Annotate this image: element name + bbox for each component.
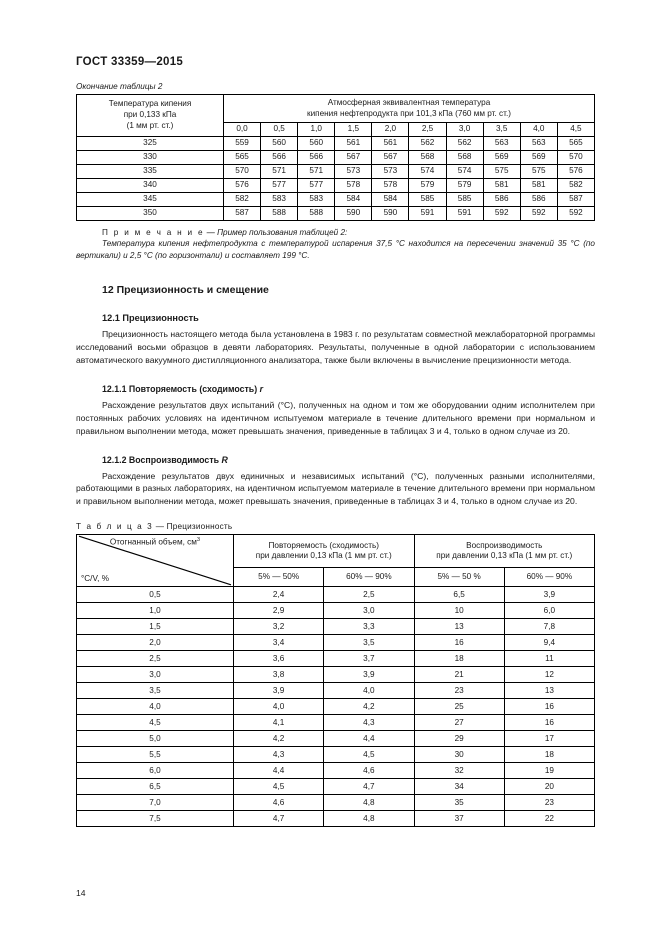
table2-subheader: 0,5	[261, 123, 298, 136]
table3-cell: 10	[414, 603, 504, 619]
table2-cell: 577	[261, 178, 298, 192]
table3-cell: 16	[504, 715, 594, 731]
note-title: — Пример пользования таблицей 2:	[204, 227, 348, 237]
table2-cell: 571	[261, 164, 298, 178]
table3-caption-title: — Прецизионность	[153, 522, 233, 532]
table2-cell: 560	[261, 136, 298, 150]
corner-top-superscript: 3	[196, 537, 201, 544]
table-row	[77, 178, 595, 192]
table3-cell: 4,5	[324, 747, 414, 763]
table3-cell: 7,8	[504, 619, 594, 635]
table2-cell: 578	[335, 178, 372, 192]
table2-header-span	[224, 95, 595, 123]
table2-subheader: 3,0	[446, 123, 483, 136]
table2-cell: 566	[298, 150, 335, 164]
table-row	[77, 779, 595, 795]
table3-corner-top-label	[77, 537, 233, 548]
table2-cell: 565	[557, 136, 594, 150]
table2-cell: 585	[409, 192, 446, 206]
table3-cell: 23	[504, 795, 594, 811]
table2-cell: 561	[372, 136, 409, 150]
table-2-continuation	[76, 94, 595, 221]
table3-cell: 17	[504, 731, 594, 747]
table3-cell: 30	[414, 747, 504, 763]
note-label: П р и м е ч а н и е	[102, 227, 205, 237]
table3-cell: 11	[504, 651, 594, 667]
repeatability-symbol: r	[259, 383, 264, 394]
table2-cell: 568	[409, 150, 446, 164]
table2-cell: 575	[520, 164, 557, 178]
table2-cell: 584	[335, 192, 372, 206]
table3-cell: 22	[504, 811, 594, 827]
table2-cell: 583	[261, 192, 298, 206]
table3-cell: 18	[414, 651, 504, 667]
section-12-1-2-body: Расхождение результатов двух единичных и независимых испытаний (°C), полученных разными исполнителями, работающими в разных лабораториях, на идентичном испытуемом материале в течение длительного времени при нормальном и правильном выполнении метода, может превышать значения, приведенные в таблицах 3 и 4, только в одном случае из 20.	[76, 470, 595, 507]
table2-cell: 574	[409, 164, 446, 178]
table3-row-label: 0,5	[77, 587, 234, 603]
table2-cell: 573	[335, 164, 372, 178]
section-heading-12: 12 Прецизионность и смещение	[102, 284, 269, 297]
table3-cell: 27	[414, 715, 504, 731]
table3-cell: 9,4	[504, 635, 594, 651]
table3-cell: 6,5	[414, 587, 504, 603]
table3-cell: 21	[414, 667, 504, 683]
table3-cell: 4,1	[234, 715, 324, 731]
table2-cell: 582	[557, 178, 594, 192]
table3-cell: 4,5	[234, 779, 324, 795]
table2-row-label: 350	[77, 206, 224, 220]
section-12-1-body: Прецизионность настоящего метода была установлена в 1983 г. по результатам совместной межлабораторной программы исследований восьми образцов в девяти лабораториях. Результаты, полученные в одной лаборатории с использованием автоматического вакуумного дистилляционного анализатора, также были включены в вычисление прецизионности метода.	[76, 329, 595, 366]
table2-header-span-line2: кипения нефтепродукта при 101,3 кПа (760 мм рт. ст.)	[307, 108, 511, 118]
table3-cell: 18	[504, 747, 594, 763]
table3-cell: 2,4	[234, 587, 324, 603]
table2-cell: 567	[372, 150, 409, 164]
table2-cell: 582	[224, 192, 261, 206]
table-row	[77, 206, 595, 220]
table3-row-label: 4,0	[77, 699, 234, 715]
table-row	[77, 587, 595, 603]
table2-cell: 592	[520, 206, 557, 220]
table2-cell: 592	[557, 206, 594, 220]
table3-cell: 6,0	[504, 603, 594, 619]
table3-cell: 4,8	[324, 795, 414, 811]
table2-cell: 567	[335, 150, 372, 164]
table-row	[77, 651, 595, 667]
table2-cell: 573	[372, 164, 409, 178]
table3-cell: 3,8	[234, 667, 324, 683]
table3-cell: 12	[504, 667, 594, 683]
group1-line2: при давлении 0,13 кПа (1 мм рт. ст.)	[255, 551, 392, 561]
reproducibility-symbol: R	[221, 454, 228, 465]
table3-cell: 23	[414, 683, 504, 699]
table3-cell: 35	[414, 795, 504, 811]
table3-row-label: 5,0	[77, 731, 234, 747]
table3-cell: 4,6	[324, 763, 414, 779]
table-row	[77, 699, 595, 715]
table2-cell: 575	[483, 164, 520, 178]
table3-cell: 4,7	[234, 811, 324, 827]
table2-cell: 585	[446, 192, 483, 206]
table3-cell: 2,9	[234, 603, 324, 619]
table3-corner-bottom-label: °C/V, %	[81, 574, 109, 583]
table3-cell: 3,2	[234, 619, 324, 635]
table3-subheader: 5% — 50%	[234, 568, 324, 587]
section-heading-12-1: 12.1 Прецизионность	[102, 313, 199, 324]
table2-cell: 590	[372, 206, 409, 220]
table2-cell: 562	[446, 136, 483, 150]
table-row	[77, 192, 595, 206]
table-row	[77, 635, 595, 651]
table2-cell: 578	[372, 178, 409, 192]
table2-cell: 584	[372, 192, 409, 206]
table2-cell: 587	[557, 192, 594, 206]
table3-row-label: 5,5	[77, 747, 234, 763]
table3-cell: 34	[414, 779, 504, 795]
table2-header-col1-line1: Температура кипения	[108, 99, 192, 109]
table3-cell: 4,6	[234, 795, 324, 811]
table-row	[77, 136, 595, 150]
table3-row-label: 1,0	[77, 603, 234, 619]
table2-subheader: 1,0	[298, 123, 335, 136]
table3-cell: 20	[504, 779, 594, 795]
table3-cell: 4,4	[324, 731, 414, 747]
table-row	[77, 683, 595, 699]
table2-cell: 568	[446, 150, 483, 164]
table2-cell: 590	[335, 206, 372, 220]
section-heading-12-1-2	[102, 455, 595, 465]
table3-row-label: 7,5	[77, 811, 234, 827]
page-number: 14	[76, 888, 86, 898]
table2-header-col1-line3: (1 мм рт. ст.)	[126, 120, 174, 130]
table2-cell: 587	[224, 206, 261, 220]
table3-cell: 25	[414, 699, 504, 715]
table2-cell: 560	[298, 136, 335, 150]
table-row	[77, 667, 595, 683]
table-row	[77, 747, 595, 763]
table3-cell: 32	[414, 763, 504, 779]
table3-row-label: 2,5	[77, 651, 234, 667]
table2-cell: 571	[298, 164, 335, 178]
table2-cell: 579	[446, 178, 483, 192]
table2-row-label: 345	[77, 192, 224, 206]
table3-row-label: 4,5	[77, 715, 234, 731]
table2-row-label: 325	[77, 136, 224, 150]
table3-cell: 16	[504, 699, 594, 715]
table3-cell: 4,2	[324, 699, 414, 715]
table3-cell: 3,7	[324, 651, 414, 667]
table3-cell: 3,9	[504, 587, 594, 603]
table2-subheader: 2,0	[372, 123, 409, 136]
table3-row-label: 7,0	[77, 795, 234, 811]
table-row	[77, 795, 595, 811]
table2-cell: 586	[483, 192, 520, 206]
table2-cell: 576	[557, 164, 594, 178]
table2-cell: 588	[298, 206, 335, 220]
table2-cell: 570	[224, 164, 261, 178]
table2-cell: 569	[483, 150, 520, 164]
table2-cell: 588	[261, 206, 298, 220]
page-content	[76, 56, 595, 827]
table2-cell: 563	[483, 136, 520, 150]
table2-cell: 581	[483, 178, 520, 192]
table2-cell: 581	[520, 178, 557, 192]
table2-subheader: 1,5	[335, 123, 372, 136]
table3-cell: 37	[414, 811, 504, 827]
table-row	[77, 763, 595, 779]
table2-header-row-1	[77, 95, 595, 123]
table3-cell: 4,3	[324, 715, 414, 731]
table2-cell: 574	[446, 164, 483, 178]
table2-cell: 566	[261, 150, 298, 164]
table2-cell: 563	[520, 136, 557, 150]
table3-corner-header	[77, 535, 234, 587]
table2-caption: Окончание таблицы 2	[76, 82, 163, 91]
table-row	[77, 164, 595, 178]
table3-header-row-1	[77, 535, 595, 568]
table3-cell: 16	[414, 635, 504, 651]
table-row	[77, 603, 595, 619]
table3-cell: 4,2	[234, 731, 324, 747]
table3-cell: 4,0	[324, 683, 414, 699]
group2-line2: при давлении 0,13 кПа (1 мм рт. ст.)	[436, 551, 573, 561]
section-12-1-1-body: Расхождение результатов двух испытаний (°C), полученных на одном и том же оборудовании одним исполнителем при постоянных рабочих условиях на идентичном испытуемом материале в течение длительного времени при нормальном и правильном выполнении метода, может превышать значения, приведенные в таблицах 3 и 4, только в одном случае из 20.	[76, 399, 595, 436]
table2-cell: 561	[335, 136, 372, 150]
table2-subheader: 4,0	[520, 123, 557, 136]
table3-row-label: 2,0	[77, 635, 234, 651]
table3-cell: 3,9	[324, 667, 414, 683]
table3-caption-word: Т а б л и ц а 3	[76, 522, 154, 532]
table3-cell: 3,3	[324, 619, 414, 635]
table-row	[77, 619, 595, 635]
table3-row-label: 6,5	[77, 779, 234, 795]
table3-cell: 4,4	[234, 763, 324, 779]
section-heading-12-1-1	[102, 384, 595, 394]
table3-cell: 3,5	[324, 635, 414, 651]
table3-row-label: 1,5	[77, 619, 234, 635]
table2-cell: 576	[224, 178, 261, 192]
table2-cell: 592	[483, 206, 520, 220]
table3-cell: 4,3	[234, 747, 324, 763]
table2-cell: 559	[224, 136, 261, 150]
table2-cell: 591	[446, 206, 483, 220]
table3-cell: 29	[414, 731, 504, 747]
table3-subheader: 60% — 90%	[504, 568, 594, 587]
table3-cell: 2,5	[324, 587, 414, 603]
table3-cell: 3,0	[324, 603, 414, 619]
section-12-1-1-title: 12.1.1 Повторяемость (сходимость)	[102, 383, 260, 394]
section-12-1-2-title: 12.1.2 Воспроизводимость	[102, 454, 222, 465]
table2-cell: 565	[224, 150, 261, 164]
table3-cell: 4,0	[234, 699, 324, 715]
corner-top-text: Отогнанный объем, см	[109, 537, 197, 547]
table2-row-label: 340	[77, 178, 224, 192]
table3-body	[77, 535, 595, 827]
table3-cell: 19	[504, 763, 594, 779]
table3-row-label: 3,5	[77, 683, 234, 699]
table3-subheader: 5% — 50 %	[414, 568, 504, 587]
table3-cell: 13	[414, 619, 504, 635]
table2-header-col1	[77, 95, 224, 137]
table3-group-header-reproducibility	[414, 535, 595, 568]
table-row	[77, 811, 595, 827]
table2-row-label: 330	[77, 150, 224, 164]
table3-caption	[76, 522, 595, 531]
table3-subheader: 60% — 90%	[324, 568, 414, 587]
table2-cell: 570	[557, 150, 594, 164]
table3-cell: 4,7	[324, 779, 414, 795]
table2-header-col1-line2: при 0,133 кПа	[123, 109, 177, 119]
group1-line1: Повторяемость (сходимость)	[268, 540, 379, 550]
table2-subheader: 2,5	[409, 123, 446, 136]
table-3-precision	[76, 534, 595, 827]
table2-cell: 569	[520, 150, 557, 164]
table2-header-span-line1: Атмосферная эквивалентная температура	[327, 98, 491, 107]
standard-id-header: ГОСТ 33359—2015	[76, 56, 184, 68]
table2-cell: 583	[298, 192, 335, 206]
table3-cell: 13	[504, 683, 594, 699]
table3-cell: 3,4	[234, 635, 324, 651]
table2-body	[77, 95, 595, 221]
note-body: Температура кипения нефтепродукта с температурой испарения 37,5 °С находится на пересечении значений 35 °С (по вертикали) и 2,5 °С (по горизонтали) и составляет 199 °С.	[76, 239, 595, 261]
table2-cell: 577	[298, 178, 335, 192]
table2-row-label: 335	[77, 164, 224, 178]
group2-line1: Воспроизводимость	[466, 540, 543, 550]
table2-cell: 591	[409, 206, 446, 220]
table2-subheader: 4,5	[557, 123, 594, 136]
table-row	[77, 150, 595, 164]
table-row	[77, 731, 595, 747]
table3-cell: 3,6	[234, 651, 324, 667]
table2-note	[76, 227, 595, 263]
table2-cell: 579	[409, 178, 446, 192]
table2-cell: 562	[409, 136, 446, 150]
table-row	[77, 715, 595, 731]
table3-cell: 4,8	[324, 811, 414, 827]
table3-cell: 3,9	[234, 683, 324, 699]
table2-subheader: 0,0	[224, 123, 261, 136]
table3-row-label: 6,0	[77, 763, 234, 779]
table3-group-header-repeatability	[234, 535, 415, 568]
table2-subheader: 3,5	[483, 123, 520, 136]
table2-cell: 586	[520, 192, 557, 206]
table3-row-label: 3,0	[77, 667, 234, 683]
